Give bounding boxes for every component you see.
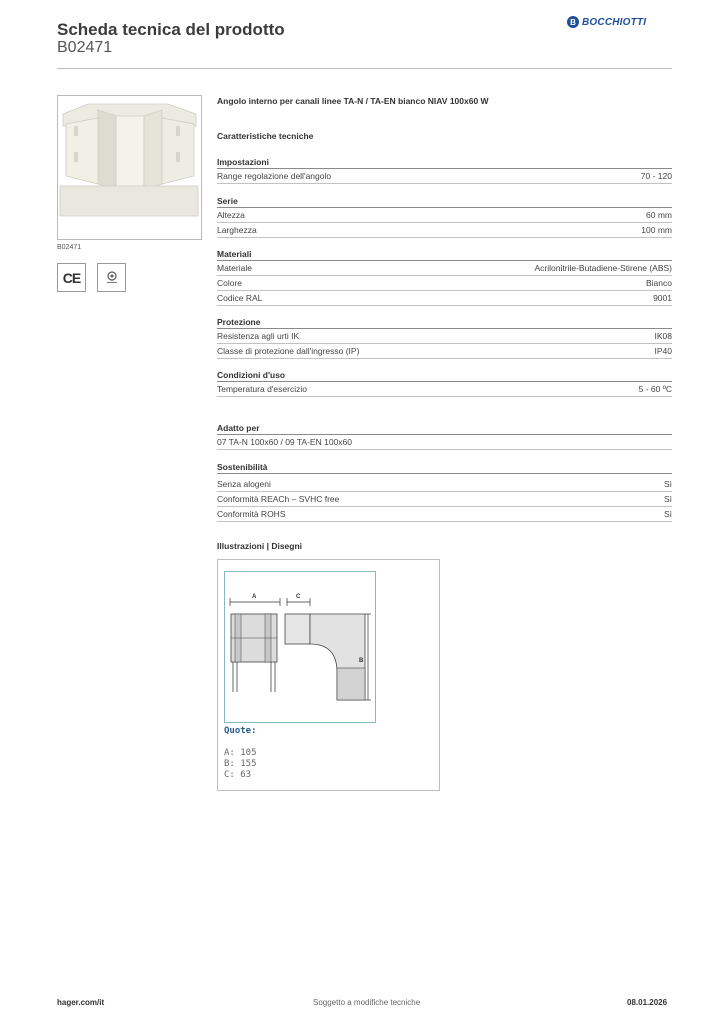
image-caption: B02471: [57, 244, 82, 251]
dimension-b: B: 155: [224, 759, 257, 769]
spec-value: IP40: [654, 346, 672, 356]
spec-value: 100 mm: [641, 225, 672, 235]
spec-value: IK08: [654, 331, 672, 341]
page-title: Scheda tecnica del prodotto: [57, 20, 285, 39]
brand-mark-icon: B: [567, 16, 579, 28]
spec-label: Conformità REACh – SVHC free: [217, 494, 340, 504]
spec-value: Acrilonitrile-Butadiene-Stirene (ABS): [534, 263, 672, 273]
spec-value: Sì: [663, 494, 672, 504]
corner-fitting-illustration: [58, 96, 201, 239]
spec-row: [217, 435, 672, 450]
illustrations-title: Illustrazioni | Disegni: [217, 541, 303, 551]
spec-value: 5 - 60 ºC: [638, 384, 672, 394]
ce-mark: CE: [57, 263, 86, 292]
section-title: Serie: [217, 195, 672, 208]
technical-drawing: [224, 571, 376, 723]
dimensions-title: Quote:: [224, 726, 257, 736]
spec-label: Colore: [217, 278, 243, 288]
quality-certification-icon: [97, 263, 126, 292]
spec-label: Conformità ROHS: [217, 509, 286, 519]
spec-row: [217, 223, 672, 238]
product-image: [57, 95, 202, 240]
brand-name: BOCCHIOTTI: [582, 16, 647, 28]
section-serie: [217, 195, 672, 238]
spec-label: Senza alogeni: [217, 479, 271, 489]
spec-value: Sì: [663, 509, 672, 519]
dimension-label-a: A: [252, 594, 257, 600]
header-divider: [57, 68, 672, 69]
footer-date: 08.01.2026: [627, 998, 668, 1007]
section-title: Adatto per: [217, 422, 672, 435]
spec-row: [217, 344, 672, 359]
spec-label: Resistenza agli urti IK: [217, 331, 300, 341]
spec-row: [217, 492, 672, 507]
section-protezione: [217, 316, 672, 359]
dimension-label-b: B: [359, 658, 364, 664]
product-code: B02471: [57, 39, 113, 56]
spec-row: [217, 329, 672, 344]
spec-value: 9001: [653, 293, 672, 303]
dimension-drawing: [225, 572, 375, 722]
footer-website-link[interactable]: hager.com/it: [57, 998, 105, 1007]
dimension-c: C: 63: [224, 770, 252, 780]
spec-label: Altezza: [217, 210, 245, 220]
spec-value: Sì: [663, 479, 672, 489]
spec-row: [217, 169, 672, 184]
spec-label: Range regolazione dell'angolo: [217, 171, 332, 181]
spec-label: Materiale: [217, 263, 252, 273]
brand-logo: [567, 16, 646, 28]
dimension-a: A: 105: [224, 748, 257, 758]
spec-row: [217, 291, 672, 306]
spec-value: 70 - 120: [640, 171, 672, 181]
footer-disclaimer: Soggetto a modifiche tecniche: [313, 998, 421, 1007]
section-materiali: [217, 248, 672, 306]
section-title: Materiali: [217, 248, 672, 261]
spec-row: [217, 261, 672, 276]
section-condizioni-uso: [217, 369, 672, 397]
technical-drawing-panel: [217, 559, 440, 791]
spec-label: Temperatura d'esercizio: [217, 384, 307, 394]
spec-row: [217, 276, 672, 291]
spec-label: Codice RAL: [217, 293, 263, 303]
section-sostenibilita: [217, 461, 672, 522]
spec-label: 07 TA-N 100x60 / 09 TA-EN 100x60: [217, 437, 352, 447]
section-title: Sostenibilità: [217, 461, 672, 474]
spec-value: 60 mm: [646, 210, 672, 220]
technical-features-title: Caratteristiche tecniche: [217, 131, 314, 141]
section-title: Impostazioni: [217, 156, 672, 169]
section-title: Protezione: [217, 316, 672, 329]
spec-row: [217, 208, 672, 223]
section-title: Condizioni d'uso: [217, 369, 672, 382]
spec-row: [217, 382, 672, 397]
section-adatto-per: [217, 422, 672, 450]
product-name: Angolo interno per canali linee TA-N / TA-EN bianco NIAV 100x60 W: [217, 96, 489, 106]
spec-value: Bianco: [646, 278, 672, 288]
section-impostazioni: [217, 156, 672, 184]
spec-row: [217, 477, 672, 492]
spec-row: [217, 507, 672, 522]
spec-label: Larghezza: [217, 225, 257, 235]
dimension-label-c: C: [296, 594, 301, 600]
spec-label: Classe di protezione dall'ingresso (IP): [217, 346, 360, 356]
